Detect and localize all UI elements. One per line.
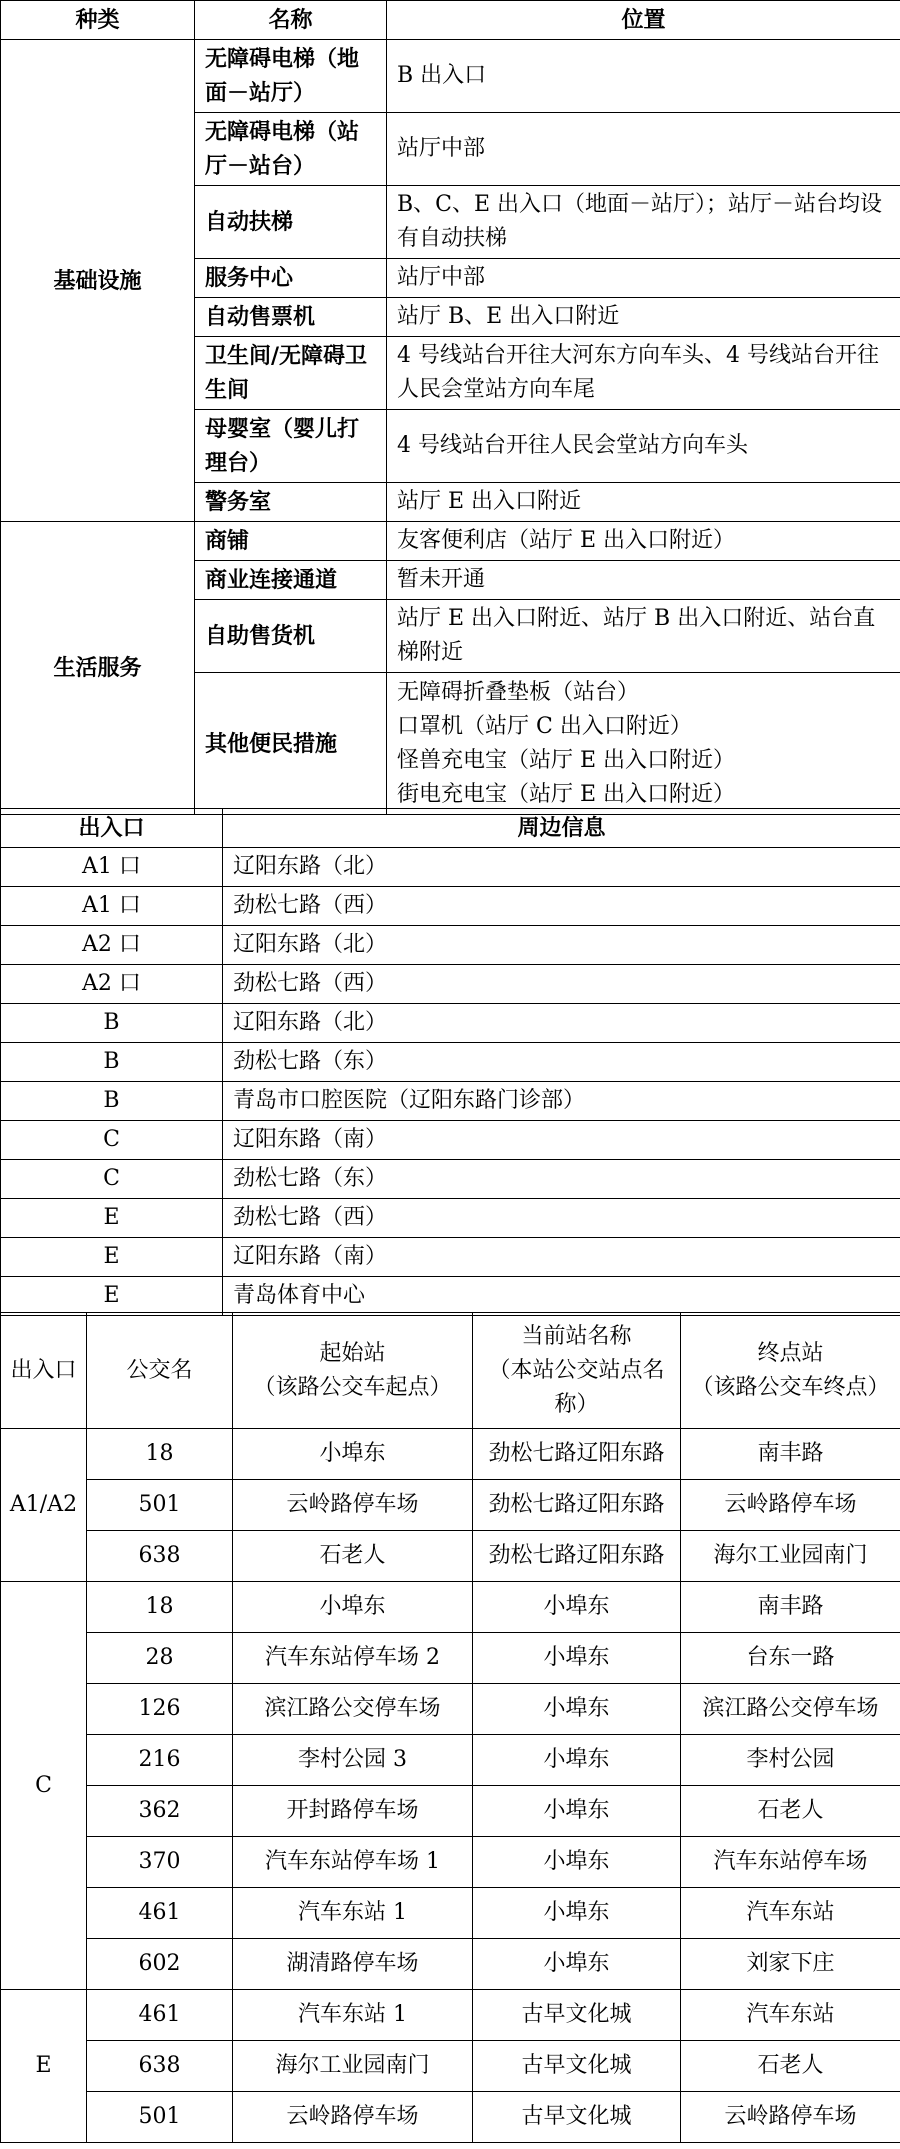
current-station-cell: 小埠东 [473,1684,681,1735]
current-station-cell: 小埠东 [473,1582,681,1633]
header-category: 种类 [1,1,195,40]
bus-line-cell: 18 [87,1582,233,1633]
table-row [1,1277,900,1316]
surrounding-cell: 青岛市口腔医院（辽阳东路门诊部） [223,1082,900,1121]
start-station-cell: 李村公园 3 [233,1735,473,1786]
header-start-station [233,1313,473,1429]
header-line: 称） [554,1391,599,1417]
header-exit: 出入口 [1,1313,87,1429]
facility-location: B 出入口 [387,40,900,113]
facility-name: 母婴室（婴儿打理台） [195,410,387,483]
exit-group-cell: E [1,1990,87,2143]
bus-line-cell: 126 [87,1684,233,1735]
bus-line-cell: 461 [87,1990,233,2041]
header-name: 名称 [195,1,387,40]
category-cell: 基础设施 [1,40,195,522]
start-station-cell: 开封路停车场 [233,1786,473,1837]
table-row [1,1160,900,1199]
surrounding-cell: 劲松七路（东） [223,1160,900,1199]
table-row [1,1429,900,1480]
end-station-cell: 石老人 [681,2041,900,2092]
start-station-cell: 滨江路公交停车场 [233,1684,473,1735]
start-station-cell: 云岭路停车场 [233,1480,473,1531]
exit-cell: B [1,1043,223,1082]
bus-line-cell: 638 [87,1531,233,1582]
surrounding-cell: 辽阳东路（北） [223,1004,900,1043]
table-row [1,2041,900,2092]
table-row [1,887,900,926]
header-location: 位置 [387,1,900,40]
current-station-cell: 小埠东 [473,1735,681,1786]
start-station-cell: 小埠东 [233,1582,473,1633]
facility-location-line: 街电充电宝（站厅 E 出入口附近） [397,781,736,807]
facility-location: 友客便利店（站厅 E 出入口附近） [387,522,900,561]
exit-cell: A2 口 [1,965,223,1004]
exit-cell: A1 口 [1,887,223,926]
table-row [1,1888,900,1939]
end-station-cell: 汽车东站 [681,1888,900,1939]
facility-location-line: 怪兽充电宝（站厅 E 出入口附近） [397,747,736,773]
end-station-cell: 李村公园 [681,1735,900,1786]
current-station-cell: 小埠东 [473,1633,681,1684]
facility-name: 其他便民措施 [195,673,387,815]
exit-cell: A2 口 [1,926,223,965]
bus-table [0,1312,900,2143]
facility-name: 商业连接通道 [195,561,387,600]
table-row [1,1043,900,1082]
facility-location: 4 号线站台开往人民会堂站方向车头 [387,410,900,483]
start-station-cell: 汽车东站停车场 2 [233,1633,473,1684]
bus-line-cell: 362 [87,1786,233,1837]
start-station-cell: 云岭路停车场 [233,2092,473,2143]
facility-location: 站厅 B、E 出入口附近 [387,298,900,337]
header-line: （本站公交站点名 [488,1357,665,1383]
end-station-cell: 南丰路 [681,1429,900,1480]
table-row [1,1735,900,1786]
facility-name: 卫生间/无障碍卫生间 [195,337,387,410]
facility-location: B、C、E 出入口（地面－站厅）；站厅－站台均设有自动扶梯 [387,186,900,259]
bus-line-cell: 501 [87,2092,233,2143]
end-station-cell: 台东一路 [681,1633,900,1684]
facility-name: 服务中心 [195,259,387,298]
facility-location-list [387,673,900,815]
facility-location-line: 无障碍折叠垫板（站台） [397,679,640,705]
exit-cell: C [1,1160,223,1199]
current-station-cell: 小埠东 [473,1939,681,1990]
exit-cell: B [1,1004,223,1043]
current-station-cell: 劲松七路辽阳东路 [473,1531,681,1582]
facility-name: 商铺 [195,522,387,561]
end-station-cell: 云岭路停车场 [681,2092,900,2143]
table-row [1,1582,900,1633]
header-exit: 出入口 [1,809,223,848]
end-station-cell: 石老人 [681,1786,900,1837]
header-line: 终点站 [757,1340,824,1366]
surrounding-cell: 青岛体育中心 [223,1277,900,1316]
surroundings-table [0,808,900,1316]
start-station-cell: 汽车东站 1 [233,1888,473,1939]
facility-location-line: 口罩机（站厅 C 出入口附近） [397,713,692,739]
table-row [1,1480,900,1531]
header-line: （该路公交车终点） [691,1374,890,1400]
facility-location: 暂未开通 [387,561,900,600]
exit-cell: A1 口 [1,848,223,887]
facility-name: 自助售货机 [195,600,387,673]
surrounding-cell: 辽阳东路（北） [223,848,900,887]
table-row [1,1939,900,1990]
table-row [1,1633,900,1684]
surrounding-cell: 劲松七路（西） [223,965,900,1004]
surrounding-cell: 辽阳东路（北） [223,926,900,965]
facility-location: 4 号线站台开往大河东方向车头、4 号线站台开往人民会堂站方向车尾 [387,337,900,410]
table-row [1,1684,900,1735]
surrounding-cell: 劲松七路（西） [223,887,900,926]
exit-group-cell: A1/A2 [1,1429,87,1582]
start-station-cell: 湖清路停车场 [233,1939,473,1990]
exit-cell: E [1,1238,223,1277]
bus-line-cell: 501 [87,1480,233,1531]
surrounding-cell: 劲松七路（西） [223,1199,900,1238]
current-station-cell: 劲松七路辽阳东路 [473,1480,681,1531]
bus-line-cell: 28 [87,1633,233,1684]
end-station-cell: 汽车东站 [681,1990,900,2041]
start-station-cell: 海尔工业园南门 [233,2041,473,2092]
category-cell: 生活服务 [1,522,195,815]
bus-line-cell: 461 [87,1888,233,1939]
bus-line-cell: 370 [87,1837,233,1888]
facility-name: 警务室 [195,483,387,522]
current-station-cell: 古早文化城 [473,2092,681,2143]
facility-name: 无障碍电梯（站厅－站台） [195,113,387,186]
exit-group-cell: C [1,1582,87,1990]
facilities-table [0,0,900,815]
facility-location: 站厅中部 [387,259,900,298]
current-station-cell: 古早文化城 [473,2041,681,2092]
start-station-cell: 汽车东站停车场 1 [233,1837,473,1888]
table-row [1,1004,900,1043]
start-station-cell: 小埠东 [233,1429,473,1480]
start-station-cell: 汽车东站 1 [233,1990,473,2041]
header-end-station [681,1313,900,1429]
header-surroundings: 周边信息 [223,809,900,848]
current-station-cell: 小埠东 [473,1888,681,1939]
facility-name: 自动售票机 [195,298,387,337]
exit-cell: E [1,1199,223,1238]
table-row [1,1121,900,1160]
current-station-cell: 劲松七路辽阳东路 [473,1429,681,1480]
current-station-cell: 小埠东 [473,1837,681,1888]
table-row [1,848,900,887]
header-line: 起始站 [319,1340,386,1366]
facility-name: 无障碍电梯（地面－站厅） [195,40,387,113]
table-row [1,1990,900,2041]
table-row [1,1082,900,1121]
surrounding-cell: 劲松七路（东） [223,1043,900,1082]
facility-location: 站厅 E 出入口附近、站厅 B 出入口附近、站台直梯附近 [387,600,900,673]
end-station-cell: 汽车东站停车场 [681,1837,900,1888]
surrounding-cell: 辽阳东路（南） [223,1238,900,1277]
exit-cell: C [1,1121,223,1160]
table-row [1,926,900,965]
end-station-cell: 云岭路停车场 [681,1480,900,1531]
end-station-cell: 滨江路公交停车场 [681,1684,900,1735]
end-station-cell: 刘家下庄 [681,1939,900,1990]
header-line: 当前站名称 [521,1323,632,1349]
table-row [1,1837,900,1888]
end-station-cell: 南丰路 [681,1582,900,1633]
exit-cell: B [1,1082,223,1121]
table-row [1,965,900,1004]
header-line: （该路公交车起点） [253,1374,452,1400]
table-row [1,1786,900,1837]
end-station-cell: 海尔工业园南门 [681,1531,900,1582]
facility-name: 自动扶梯 [195,186,387,259]
bus-line-cell: 602 [87,1939,233,1990]
header-current-station [473,1313,681,1429]
table-row [1,1238,900,1277]
exit-cell: E [1,1277,223,1316]
current-station-cell: 小埠东 [473,1786,681,1837]
bus-line-cell: 216 [87,1735,233,1786]
bus-line-cell: 638 [87,2041,233,2092]
surrounding-cell: 辽阳东路（南） [223,1121,900,1160]
bus-line-cell: 18 [87,1429,233,1480]
table-row [1,1199,900,1238]
facility-location: 站厅中部 [387,113,900,186]
start-station-cell: 石老人 [233,1531,473,1582]
current-station-cell: 古早文化城 [473,1990,681,2041]
header-bus-line: 公交名 [87,1313,233,1429]
facility-location: 站厅 E 出入口附近 [387,483,900,522]
table-row [1,2092,900,2143]
table-row [1,1531,900,1582]
